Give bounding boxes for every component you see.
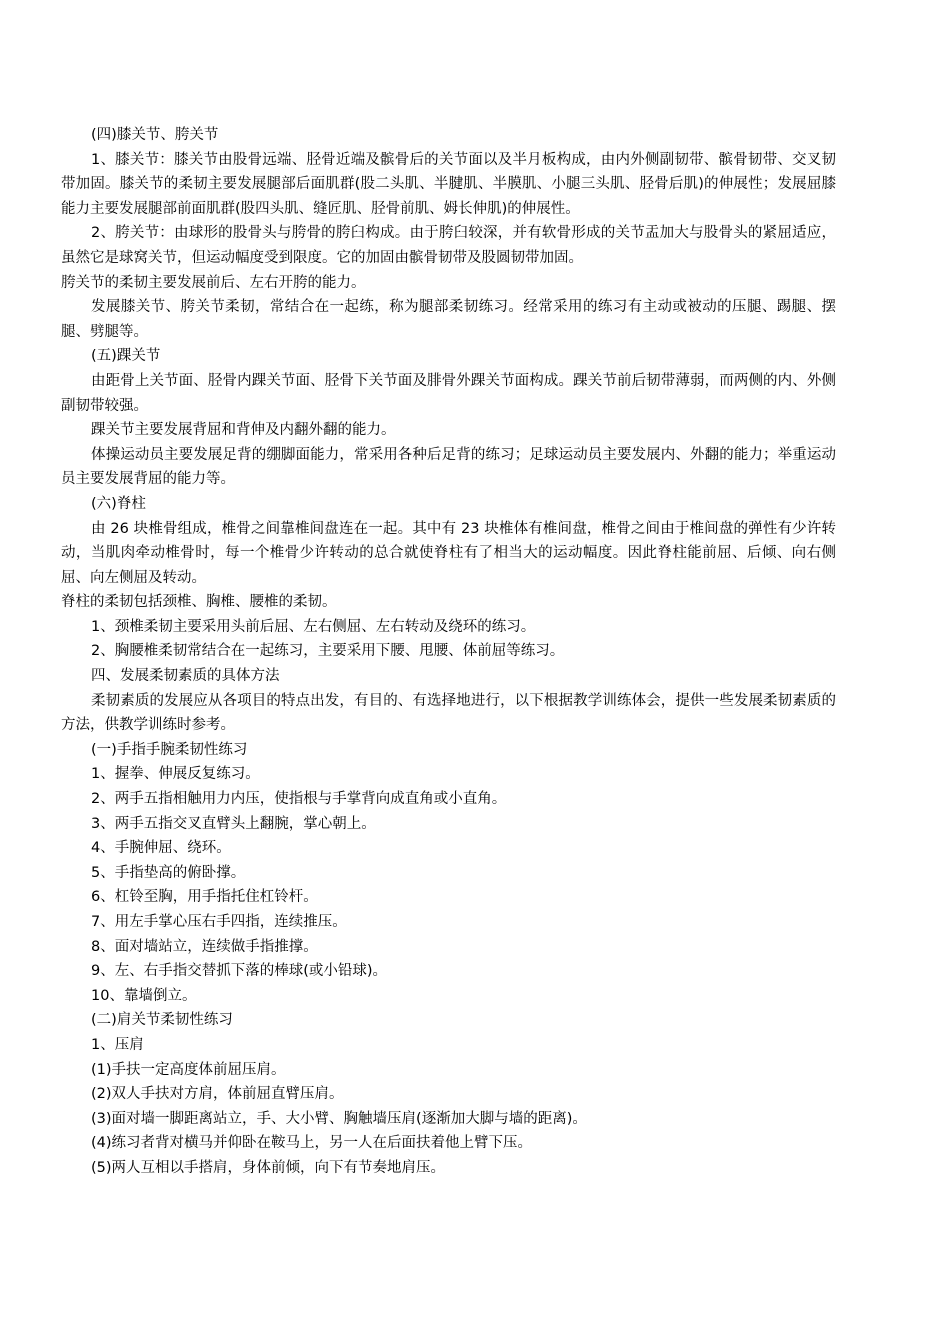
list-item: (1)手扶一定高度体前屈压肩。 bbox=[91, 1061, 286, 1078]
list-item: 10、靠墙倒立。 bbox=[91, 987, 197, 1004]
list-item: 4、手腕伸屈、绕环。 bbox=[91, 840, 231, 857]
subsection-heading-shoulder-press: 1、压肩 bbox=[91, 1036, 144, 1053]
list-item: 8、面对墙站立，连续做手指推撑。 bbox=[91, 938, 318, 955]
list-item: 6、杠铃至胸，用手指托住杠铃杆。 bbox=[91, 889, 318, 906]
list-item: 9、左、右手指交替抓下落的棒球(或小铅球)。 bbox=[91, 963, 388, 980]
section-heading-knee-hip: (四)膝关节、胯关节 bbox=[91, 127, 219, 143]
list-item: 2、胸腰椎柔韧常结合在一起练习，主要采用下腰、甩腰、体前屈等练习。 bbox=[91, 643, 565, 660]
list-item: (3)面对墙一脚距离站立，手、大小臂、胸触墙压肩(逐渐加大脚与墙的距离)。 bbox=[91, 1110, 587, 1127]
list-item: 7、用左手掌心压右手四指，连续推压。 bbox=[91, 914, 347, 930]
list-item: 5、手指垫高的俯卧撑。 bbox=[91, 864, 246, 881]
list-item: 2、两手五指相触用力内压，使指根与手掌背向成直角或小直角。 bbox=[91, 791, 507, 808]
list-item: (5)两人互相以手搭肩，身体前倾，向下有节奏地肩压。 bbox=[91, 1159, 446, 1176]
list-item: 3、两手五指交叉直臂头上翻腕，掌心朝上。 bbox=[91, 815, 376, 832]
section-heading-finger-wrist: (一)手指手腕柔韧性练习 bbox=[91, 741, 248, 758]
section-heading-ankle: (五)踝关节 bbox=[91, 348, 161, 365]
section-heading-methods: 四、发展柔韧素质的具体方法 bbox=[91, 668, 280, 685]
paragraph-hip-flexibility: 胯关节的柔韧主要发展前后、左右开胯的能力。 bbox=[61, 274, 366, 291]
document-body bbox=[61, 123, 836, 1181]
paragraph-spine-structure: 由 26 块椎骨组成，椎骨之间靠椎间盘连在一起。其中有 23 块椎体有椎间盘，椎骨之间由于椎间盘的弹性有少许转动，当肌肉牵动椎骨时，每一个椎骨少许转动的总合就使脊柱有了相当大的运动幅度。因此脊柱能前屈、后倾、向右侧屈、向左侧屈及转动。 bbox=[61, 520, 836, 586]
paragraph-spine-flexibility: 脊柱的柔韧包括颈椎、胸椎、腰椎的柔韧。 bbox=[61, 594, 337, 611]
paragraph-ankle-structure: 由距骨上关节面、胫骨内踝关节面、胫骨下关节面及腓骨外踝关节面构成。踝关节前后韧带薄弱，而两侧的内、外侧副韧带较强。 bbox=[61, 372, 836, 414]
list-item: 1、握拳、伸展反复练习。 bbox=[91, 766, 260, 783]
paragraph-ankle-athletes: 体操运动员主要发展足背的绷脚面能力，常采用各种后足背的练习；足球运动员主要发展内、外翻的能力；举重运动员主要发展背屈的能力等。 bbox=[61, 446, 836, 488]
paragraph-ankle-ability: 踝关节主要发展背屈和背伸及内翻外翻的能力。 bbox=[91, 422, 396, 439]
paragraph-methods-intro: 柔韧素质的发展应从各项目的特点出发，有目的、有选择地进行，以下根据教学训练体会，提供一些发展柔韧素质的方法，供教学训练时参考。 bbox=[61, 692, 836, 734]
paragraph-hip-joint: 2、胯关节：由球形的股骨头与胯骨的胯臼构成。由于胯臼较深，并有软骨形成的关节盂加大与股骨头的紧屈适应，虽然它是球窝关节，但运动幅度受到限度。它的加固由髌骨韧带及股圆韧带加固。 bbox=[61, 225, 836, 266]
paragraph-leg-flexibility: 发展膝关节、胯关节柔韧，常结合在一起练，称为腿部柔韧练习。经常采用的练习有主动或被动的压腿、踢腿、摆腿、劈腿等。 bbox=[61, 299, 836, 340]
section-heading-spine: (六)脊柱 bbox=[91, 495, 146, 512]
list-item: (2)双人手扶对方肩，体前屈直臂压肩。 bbox=[91, 1086, 344, 1103]
paragraph-knee-joint: 1、膝关节：膝关节由股骨远端、胫骨近端及髌骨后的关节面以及半月板构成，由内外侧副韧带、髌骨韧带、交叉韧带加固。膝关节的柔韧主要发展腿部后面肌群(股二头肌、半腱肌、半膜肌、小腿三头肌、胫骨后肌)的伸展性；发展屈膝能力主要发展腿部前面肌群(股四头肌、缝匠肌、胫骨前肌、姆长伸肌)的伸展性。 bbox=[61, 151, 836, 217]
list-item: 1、颈椎柔韧主要采用头前后屈、左右侧屈、左右转动及绕环的练习。 bbox=[91, 618, 536, 635]
section-heading-shoulder: (二)肩关节柔韧性练习 bbox=[91, 1012, 233, 1029]
list-item: (4)练习者背对横马并仰卧在鞍马上，另一人在后面扶着他上臂下压。 bbox=[91, 1135, 533, 1152]
